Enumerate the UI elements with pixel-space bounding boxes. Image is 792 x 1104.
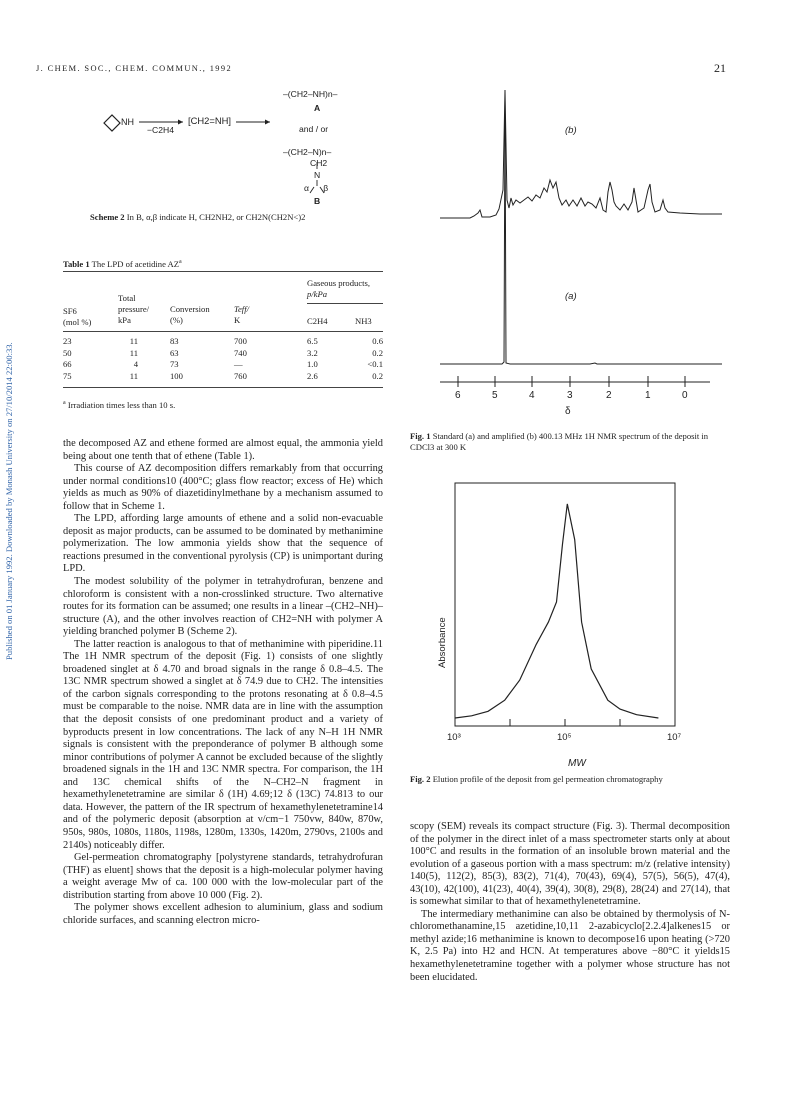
scheme-label-b: B	[314, 196, 321, 206]
table-cell: 11	[129, 336, 138, 346]
page-number: 21	[714, 61, 726, 75]
spectrum-a-trace	[440, 100, 722, 364]
scheme-andor: and / or	[299, 124, 329, 134]
table-1-caption	[63, 257, 182, 270]
scheme-product-b-ch2: CH2	[310, 158, 328, 168]
table-cell: 83	[170, 336, 179, 346]
paragraph: scopy (SEM) reveals its compact structure (Fig. 3). Thermal decomposition of the polymer in the direct inlet of a mass spectrometer starts only at about 100°C and results in the formation of an insoluble brown material and the evolution of a gaseous portion with a mass spectrum: m/z (relative intensity) 140(5), 112(2), 85(3), 83(2), 71(4), 70(43), 69(4), 57(5), 56(5), 47(4), 43(10), 42(100), 41(23), 40(4), 39(4), 30(8), 29(8), 28(24) and 27(14), that is somewhat similar to that of hexamethylenetetramine.	[410, 821, 730, 908]
elution-profile-line	[455, 504, 658, 718]
figure-2	[437, 478, 705, 778]
table-cell: 75	[63, 370, 72, 381]
paragraph: Gel-permeation chromatography [polystyrene standards, tetrahydrofuran (THF) as eluent] shows that the deposit is a high-molecular polymer having a weight average Mw of ca. 100 000 with the low-molecular part of the distribution starting from above 10 000 (Fig. 2).	[63, 852, 383, 901]
spectrum-b-trace	[440, 90, 722, 218]
table-1-group-rule	[307, 303, 383, 304]
scheme-product-a: –(CH2–NH)n–	[283, 89, 338, 99]
table-1-col6-header: NH3	[355, 316, 372, 326]
publication-notice	[4, 240, 18, 660]
table-cell: 66	[63, 359, 72, 369]
table-cell: 3.2	[307, 347, 318, 358]
table-cell: 50	[63, 347, 72, 358]
col1-header-line2: (mol %)	[63, 317, 92, 327]
figure-2-chart	[445, 478, 705, 778]
figure-2-ylabel: Absorbance	[437, 617, 448, 668]
table-1-group-header	[307, 278, 370, 300]
paragraph: The LPD, affording large amounts of ethene and a solid non-evacuable deposit as major products, can be assumed to be dominated by methanimine polymerization. The low ammonia yields show that the sequence of reactions presumed in the conventional pyrolysis (CP) is unimportant during LPD.	[63, 513, 383, 575]
journal-header: J. CHEM. SOC., CHEM. COMMUN., 1992	[36, 64, 233, 73]
col4-header-line2: K	[234, 315, 241, 325]
scheme-caption-label: Scheme 2	[90, 212, 125, 222]
figure-2-caption	[410, 774, 730, 785]
paragraph: the decomposed AZ and ethene formed are almost equal, the ammonia yield being about one tenth that of ethene (Table 1).	[63, 438, 383, 462]
figure-2-tick-label: 10³	[447, 732, 461, 743]
table-cell: 740	[234, 347, 247, 358]
figure-2-tick-label: 10⁷	[667, 732, 682, 743]
paragraph: The polymer shows excellent adhesion to aluminium, glass and sodium chloride surfaces, and scanning electron micro-	[63, 902, 383, 926]
table-cell: <0.1	[367, 359, 383, 369]
table-cell: 4	[133, 359, 138, 369]
col2-header-line2: pressure/	[118, 304, 150, 314]
paragraph: This course of AZ decomposition differs remarkably from that occurring under normal conditions10 (400°C; glass flow reactor; excess of He) which yields as much as 90% of diazetidinylmethane by a mechanism assumed to follow that in Scheme 1.	[63, 463, 383, 512]
col3-header-line1: Conversion	[170, 304, 210, 314]
col2-header-line3: kPa	[118, 315, 131, 325]
table-cell: 73	[170, 359, 179, 369]
table-1-bottom-rule	[63, 387, 383, 388]
left-column-text	[63, 438, 383, 927]
figure-1-tick-label: 6	[455, 390, 461, 401]
table-1-footnote: $^a$ Irradiation times less than 10 s.	[63, 399, 176, 410]
table-cell: 700	[234, 336, 247, 346]
figure-1-tick-label: 2	[606, 390, 612, 401]
scheme-label-a: A	[314, 103, 321, 113]
figure-1	[410, 80, 730, 420]
figure-2-tick-label: 10⁵	[557, 732, 572, 743]
table-cell: 11	[129, 370, 138, 381]
scheme-reactant: NH	[121, 117, 134, 127]
table-cell: 0.6	[372, 336, 383, 346]
scheme-2-drawing	[90, 85, 390, 225]
azetidine-ring-icon	[104, 115, 120, 131]
table-1-footnote-text: Irradiation times less than 10 s.	[67, 399, 176, 410]
table-1-col1-header	[63, 306, 91, 328]
scheme-intermediate: [CH2=NH]	[188, 115, 231, 126]
scheme-product-b: –(CH2–N)n–	[283, 147, 332, 157]
table-1-sup: a	[179, 259, 182, 265]
paragraph: The latter reaction is analogous to that of methanimine with piperidine.11 The 1H NMR spectrum of the deposit (Fig. 1) consists of one slightly broadened singlet at δ 4.70 and broad signals in the range δ 0.8–4.5. The 13C NMR spectrum showed a singlet at δ 74.9 due to CH2. The intensities of the carbon signals corresponding to the protons resonating at δ 0.8–4.5 must be comparable to the noise. NMR data are in line with the assumption that the deposit consists of one predominant product and a variety of byproducts present in low concentrations. The lack of any N–H 1H NMR signals is consistent with the preponderance of polymer B although some minor contributions of polymer A cannot be excluded because of the slightly broadened signals in the 1H and 13C NMR spectra. For comparison, the 1H and 13C chemical shifts of the N–CH2–N fragment in hexamethylenetetramine are similar δ (1H) 4.69;12 δ (13C) 74.813 to our data. However, the pattern of the IR spectrum of hexamethylenetetramine14 and of the polymeric deposit (absorption at ν/cm−1 750vw, 840w, 870w, 950s, 980s, 1080s, 1180s, 1198s, 1280m, 1330s, 1420m, 2790vs, 2100s and 2140s) noticeably differ.	[63, 638, 383, 851]
table-1-top-rule	[63, 271, 383, 272]
col4-header-line1: Teff/	[234, 304, 249, 314]
figure-1-tick-label: 4	[529, 390, 535, 401]
scheme-condition: −C2H4	[147, 125, 174, 135]
table-cell: 1.0	[307, 359, 318, 369]
figure-2-caption-text: Elution profile of the deposit from gel permeation chromatography	[432, 774, 663, 784]
table-1-group-line1: Gaseous products,	[307, 278, 371, 288]
table-cell: 63	[170, 347, 179, 358]
table-1-col2-header	[118, 293, 149, 326]
table-1-label: Table 1	[63, 258, 90, 269]
figure-2-xlabel	[568, 758, 586, 769]
spectrum-b-label: (b)	[565, 125, 577, 136]
table-cell: 23	[63, 336, 72, 346]
col2-header-line1: Total	[118, 293, 136, 303]
table-cell: 11	[129, 347, 138, 358]
figure-1-tick-label: 3	[567, 390, 573, 401]
table-1-header-rule	[63, 331, 383, 332]
table-cell: 6.5	[307, 336, 318, 346]
publication-notice-text: Published on 01 January 1992. Downloaded by Monash University on 27/10/2014 22:00:33.	[4, 342, 14, 660]
table-cell: —	[234, 359, 243, 369]
scheme-2	[90, 85, 390, 225]
right-column-text	[410, 821, 730, 984]
figure-1-xlabel: δ	[565, 406, 571, 417]
table-cell: 2.6	[307, 370, 318, 381]
table-1-col3-header	[170, 304, 210, 326]
table-1-col4-header	[234, 304, 249, 326]
paragraph: The intermediary methanimine can also be obtained by thermolysis of N-chloromethanamine,15 azetidine,10,11 2-azabicyclo[2.2.4]alkenes15 or methyl azide;16 methanimine is known to decompose16 upon heating (>720 K, 2.5 Pa) into H2 and HCN. At temperatures above −80°C it yields15 hexamethylenetetramine together with a polymer whose structure has not been elucidated.	[410, 908, 730, 983]
col1-header-line1: SF6	[63, 306, 77, 316]
figure-1-caption-text: Standard (a) and amplified (b) 400.13 MHz 1H NMR spectrum of the deposit in CDCl3 at 300 K	[410, 431, 709, 452]
table-cell: 0.2	[372, 347, 383, 358]
col3-header-line2: (%)	[170, 315, 183, 325]
figure-1-caption-label: Fig. 1	[410, 431, 431, 441]
table-cell: 0.2	[372, 370, 383, 381]
table-1-col5-header: C2H4	[307, 316, 328, 326]
spectrum-a-label: (a)	[565, 291, 577, 302]
figure-1-caption	[410, 431, 730, 453]
scheme-caption	[90, 212, 390, 223]
figure-2-xlabel-text: MW	[568, 758, 586, 769]
table-cell: 100	[170, 370, 183, 381]
table-1-group-line2: p/kPa	[307, 289, 328, 299]
table-1-title: The LPD of acetidine AZ	[91, 258, 180, 269]
figure-2-caption-label: Fig. 2	[410, 774, 431, 784]
table-cell: 760	[234, 370, 247, 381]
figure-1-tick-label: 0	[682, 390, 688, 401]
figure-1-tick-label: 1	[645, 390, 651, 401]
scheme-caption-text: In B, α,β indicate H, CH2NH2, or CH2N(CH2N<)2	[126, 212, 306, 222]
figure-1-tick-label: 5	[492, 390, 498, 401]
scheme-product-b-ab: α β	[304, 183, 329, 193]
paragraph: The modest solubility of the polymer in tetrahydrofuran, benzene and chloroform is consistent with a non-crosslinked structure. Two alternative routes for its formation can be assumed; one results in a linear –(CH2–NH)– structure (A), and the other involves reaction of CH2=NH with polymer A yielding branched polymer B (Scheme 2).	[63, 576, 383, 638]
scheme-product-b-n: N	[314, 170, 321, 180]
